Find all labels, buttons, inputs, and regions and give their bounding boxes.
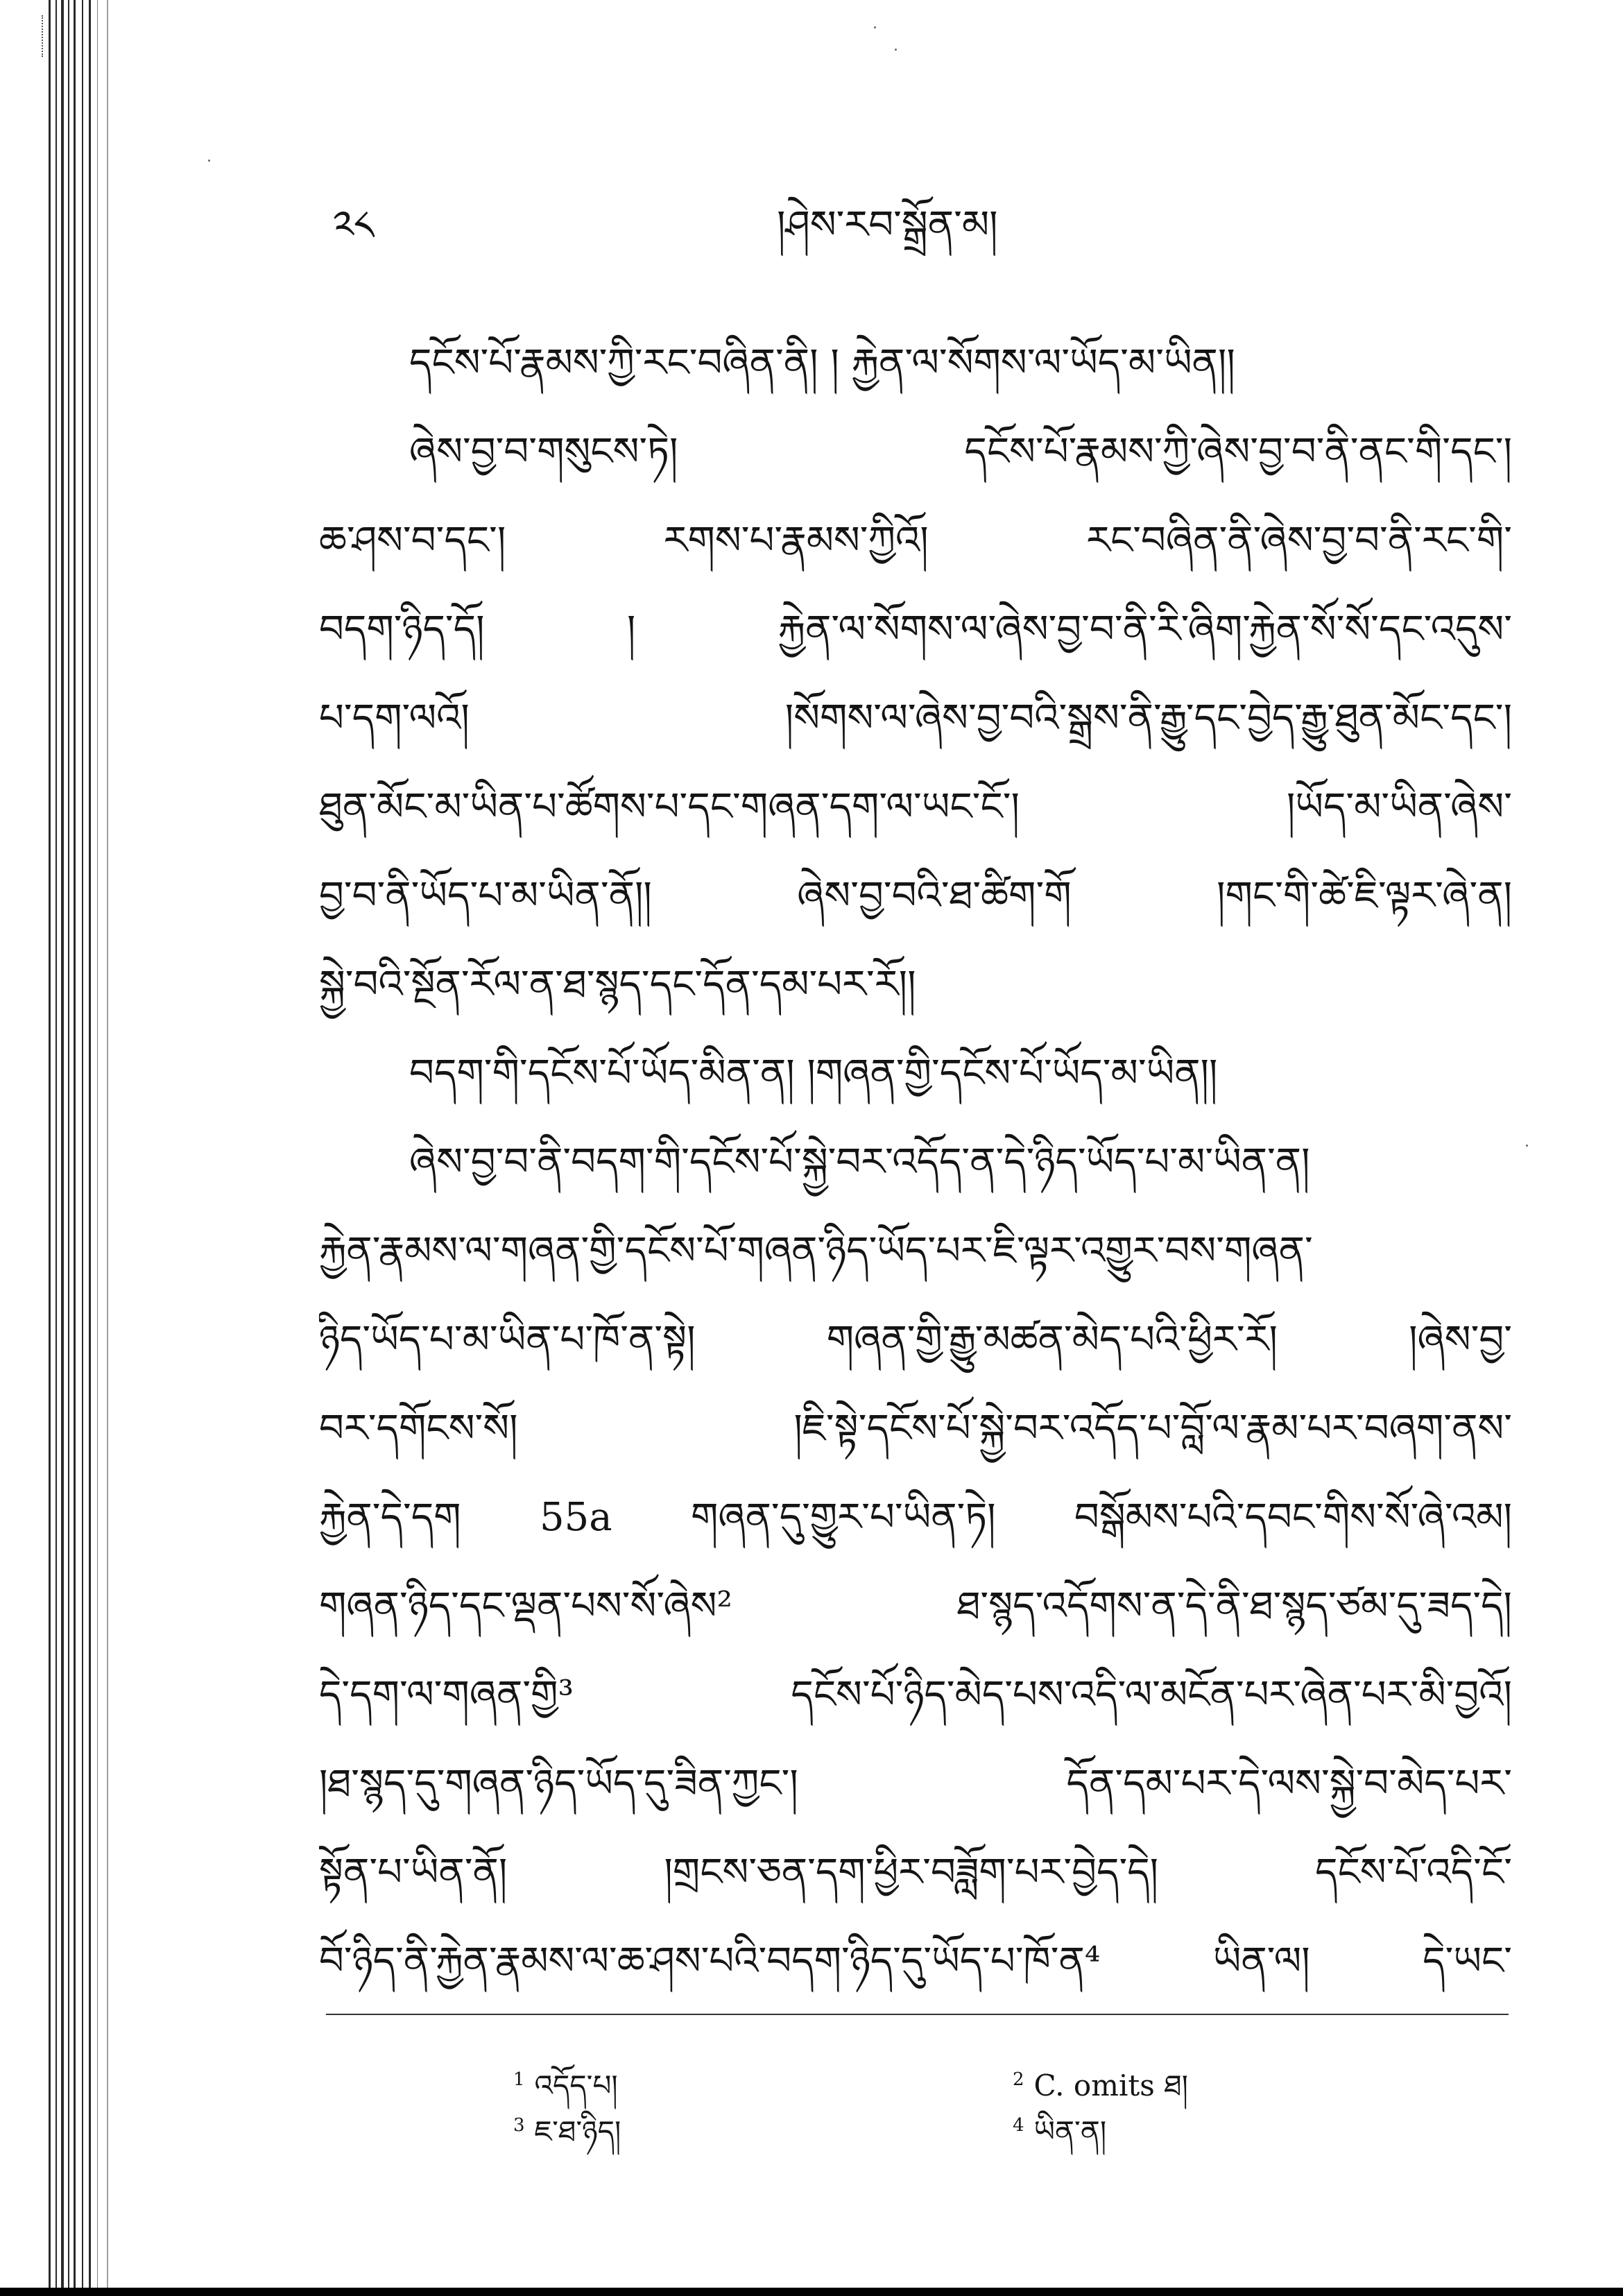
footnote-mark: 1 [513,2069,525,2090]
text-line: ཉིད་ཡོད་པ་མ་ཡིན་པ་ཁོ་ན་སྟེ། གཞན་གྱི་རྒྱུ་མཚན་མེད་པའི་ཕྱིར་རོ། །ཞེས་བྱ་ [319,1317,1512,1362]
footnote-text: ཡིན་ན། [1033,2114,1107,2148]
scan-artifact [42,15,71,57]
scan-bottom-edge [0,2288,1623,2296]
footnote-mark: 4 [1013,2115,1024,2136]
page-number: ༢༨ [333,202,375,249]
text-line: བོ་ཉིད་ནི་རྐྱེན་རྣམས་ལ་ཆ་ཤས་པའི་བདག་ཉིད་དུ་ཡོད་པ་ཁོ་ན⁴ ཡིན་ལ། དེ་ཡང་ [319,1939,1512,1984]
footnote-text: C. omits ཐ། [1033,2068,1188,2102]
text-line: །ཐ་སྙད་དུ་གཞན་ཉིད་ཡོད་དུ་ཟིན་ཀྱང་། དོན་དམ་པར་དེ་ལས་སྐྱེ་བ་མེད་པར་ [319,1761,1512,1806]
text-line: བདག་ཉིད་དོ། ། རྐྱེན་ལ་སོགས་ལ་ཞེས་བྱ་བ་ནི་རི་ཞིག་རྐྱེན་སོ་སོ་དང་འདུས་ [319,607,1512,652]
text-line: པ་དག་ལའོ། །སོགས་ལ་ཞེས་བྱ་བའི་སྒྲས་ནི་རྒྱུ་དང་བྱེད་རྒྱུ་ཐུན་མོང་དང་། [319,696,1512,741]
scan-speck [895,49,897,51]
text-line: བར་དགོངས་སོ། །ཇི་སྟེ་དངོས་པོ་སྐྱེ་བར་འདོད་པ་བློ་ལ་རྣམ་པར་བཞག་ནས་ [319,1406,1512,1451]
footnote-4 [1013,2102,1106,2154]
footnote-mark: 2 [1013,2069,1024,2090]
footnote-2 [1013,2057,1188,2109]
text-line: རྐྱེན་དེ་དག 55a གཞན་དུ་གྱུར་པ་ཡིན་ཏེ། བསྒོམས་པའི་དབང་གིས་སོ་ཞེ་འམ། [319,1495,1512,1540]
scan-speck [1526,1145,1528,1147]
text-line: ཐུན་མོང་མ་ཡིན་པ་ཚོགས་པ་དང་གཞན་དག་ལ་ཡང་ངོ་། །ཡོད་མ་ཡིན་ཞེས་ [319,785,1512,830]
text-line: བྱ་བ་ནི་ཡོད་པ་མ་ཡིན་ནོ།། ཞེས་བྱ་བའི་ཐ་ཚིག་གོ །གང་གི་ཚེ་ཇི་ལྟར་ཞེ་ན། [319,873,1512,918]
footnote-mark: 3 [513,2115,525,2136]
footnote-1 [513,2057,618,2109]
scan-speck [208,160,210,162]
footnote-rule [326,2014,1509,2015]
footnote-3 [513,2102,621,2154]
text-line: སྐྱེ་བའི་སྔོན་རོལ་ན་ཐ་སྙད་དང་དོན་དམ་པར་རོ།། [319,962,916,1007]
footnote-text: འདོད་པ། [534,2068,618,2102]
text-line: དངོས་པོ་རྣམས་ཀྱི་རང་བཞིན་ནི། ། རྐྱེན་ལ་སོགས་ལ་ཡོད་མ་ཡིན།། [409,341,1235,386]
running-head: །ཤེས་རབ་སྒྲོན་མ། [777,203,998,248]
text-line: བདག་གི་དངོས་པོ་ཡོད་མིན་ན། །གཞན་གྱི་དངོས་པོ་ཡོད་མ་ཡིན།། [409,1051,1218,1096]
main-text-block [319,319,1512,2006]
scan-speck [874,26,876,28]
footnote-text: ཇ་ཐ་ཉིད། [534,2114,621,2148]
text-line: ཞེས་བྱ་བ་གསུངས་ཏེ། དངོས་པོ་རྣམས་ཀྱི་ཞེས་བྱ་བ་ནི་ནང་གི་དང་། [409,429,1512,474]
text-line: དེ་དག་ལ་གཞན་གྱི³ དངོས་པོ་ཉིད་མེད་པས་འདི་ལ་མངོན་པར་ཞེན་པར་མི་བྱའོ། [319,1672,1512,1717]
book-spine-edge [49,0,125,2296]
text-line: གཞན་ཉིད་དང་ལྡན་པས་སོ་ཞེས² ཐ་སྙད་འདོགས་ན་དེ་ནི་ཐ་སྙད་ཙམ་དུ་ཟད་དེ། [319,1584,1512,1629]
text-line: ཆ་ཤས་བ་དང་། རགས་པ་རྣམས་ཀྱིའོ། རང་བཞིན་ནི་ཞེས་བྱ་བ་ནི་རང་གི་ [319,518,1512,563]
text-line: ཞེས་བྱ་བ་ནི་བདག་གི་དངོས་པོ་སྐྱེ་བར་འདོད་ན་དེ་ཉིད་ཡོད་པ་མ་ཡིན་ན། [409,1140,1310,1185]
text-line: སྟོན་པ་ཡིན་ནོ། །གྲངས་ཅན་དག་ཕྱིར་བཟློག་པར་བྱེད་དེ། དངོས་པོ་འདི་ངོ་ [319,1850,1512,1895]
text-line: རྐྱེན་རྣམས་ལ་གཞན་གྱི་དངོས་པོ་གཞན་ཉིད་ཡོད་པར་ཇི་ལྟར་འགྱུར་བས་གཞན་ [319,1228,1313,1274]
